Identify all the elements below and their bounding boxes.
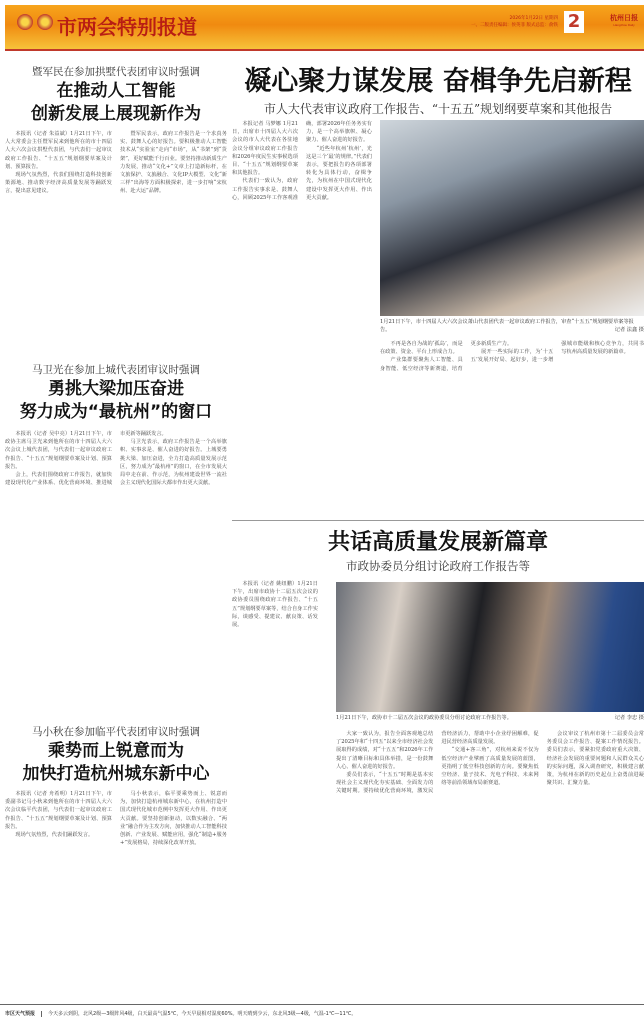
lead-body-continued [380, 340, 644, 510]
paragraph: 大家一致认为，报告全面客观地总结了2025年和“十四五”以来全市经济社会发展取得的成绩，对“十五五”和2026年工作提出了清晰目标和具体举措，是一份鼓舞人心、催人奋进的好报告。 [336, 731, 434, 770]
editors: 一、二版责任编辑：侯英菲 版式总监：俞铁 [471, 23, 558, 28]
weather-label: 市区天气预报 [5, 1011, 42, 1017]
page-number: 2 [564, 11, 584, 33]
article1-headline[interactable]: 在推动人工智能 创新发展上展现新作为 [31, 81, 201, 124]
paragraph: 现场气氛热烈，代表们踊跃发言。 [15, 832, 94, 839]
article3-body [5, 790, 227, 1000]
lead-photo [380, 120, 644, 316]
paragraph: 马卫光表示，政府工作报告是一个高举旗帜、实事求是、催人奋进的好报告。上城要勇挑大梁、加压奋进，全力打造高质量发展示范区，努力成为“最杭州”的窗口，在全市发展大局中走在前、作示范，为杭州建设世界一流社会主义现代化国际大都市作出更大贡献。 [120, 439, 227, 487]
national-emblem-icon [17, 14, 33, 30]
second-subhead: 市政协委员分组讨论政府工作报告等 [346, 559, 530, 573]
issue-date: 2026年1月22日 星期四 [509, 16, 558, 21]
divider [232, 520, 644, 521]
paragraph: 委员们表示，“十五五”时期是基本实现社会主义现代化夯实基础、全面发力的关键时期。要持续优化营商环境，激发民营经济活力，帮助中小企业纾困解难，促进民营经济高质量发展。 [336, 731, 539, 795]
article3-headline[interactable]: 乘势而上锐意而为 加快打造杭州城东新中心 [22, 741, 210, 784]
weather-text: 今天多云到阴，北风2级—3级阵风4级，白天最高气温5℃，今天早晨相对湿度60%。明天晴到少云，东北风3级—4级，气温-1℃—11℃。 [48, 1011, 357, 1017]
second-body [336, 730, 644, 1000]
paragraph: “交通+客三角”，对杭州来说不仅为低空经济产业擘画了高质量发展的蓝图，更指明了低空科技创新的方向。要聚焦低空经济、量子技术、光电子科技、未来网络等前沿领域布局新赛道。 [441, 747, 539, 787]
paragraph: 本报记者 马梦娜 1月21日，出席市十四届人大六次会议的市人大代表在各驻地会议分组审议政府工作报告和2026年度民生实事候选项目、“十五五”规划纲要草案和其他报告。 [232, 121, 298, 177]
paper-logo: 杭州日报 Hangzhou Daily [610, 13, 638, 27]
article1-body [5, 130, 227, 338]
page-banner [5, 5, 644, 51]
article2-headline[interactable]: 勇挑大梁加压奋进 努力成为“最杭州”的窗口 [19, 379, 213, 422]
cppcc-emblem-icon [37, 14, 53, 30]
article1-kicker: 暨军民在参加拱墅代表团审议时强调 [32, 66, 200, 78]
article3-kicker: 马小秋在参加临平代表团审议时强调 [32, 726, 200, 738]
paragraph: 会议审议了杭州市第十二届委员会常务委员会工作报告、提案工作情况报告。委员们表示，要紧扣党委政府重大决策、经济社会发展的重要问题和人民群众关心的实际问题，深入调查研究，积极建言献策，为杭州在新的历史起点上奋勇前进凝聚共识、汇聚力量。 [546, 731, 644, 787]
second-photo [336, 582, 644, 712]
paragraph: “近些年杭州‘杭州’，光这是三个‘最’的规律。”代表们表示，要把报告的各项部署转化为具体行动，奋楫争先，为杭州在中国式现代化建设中发挥更大作用、作出更大贡献。 [306, 145, 372, 201]
article2-kicker: 马卫光在参加上城代表团审议时强调 [32, 364, 200, 376]
paragraph: 本报讯（记者 吴中亮）1月21日下午，市政协主席马卫光来到他所在的市十四届人大六次会议上城代表团，与代表们一起审议政府工作报告、“十五五”规划纲要草案及计划、预算报告。 [5, 431, 112, 470]
paragraph: 代表们一致认为，政府工作报告实事求是、鼓舞人心，回顾2025年工作客观准确，部署2026年任务务实有力，是一个高举旗帜、凝心聚力、催人奋进的好报告。 [232, 121, 372, 201]
section-title: 市两会特别报道 [57, 15, 197, 39]
lead-body [232, 120, 372, 510]
issue-info [471, 15, 558, 29]
paragraph: 马小秋表示，临平要乘势而上、锐意而为，加快打造杭州城东新中心，在杭州打造中国式现代化城市范例中发挥更大作用、作出更大贡献。要坚持创新驱动，以数实融合、“两业”融合作为主攻方向，加快推动人工智能科技创新、产业发展、赋能应用，强化“制造+服务+”发展格局，持续深化改革开放。 [120, 791, 227, 847]
paragraph: 本报讯（记者 朱益斌）1月21日下午，市人大常委会主任暨军民来到他所在的市十四届人大六次会议拱墅代表团，与代表们一起审议政府工作报告、“十五五”规划纲要草案及计划、预算报告。 [5, 131, 112, 170]
second-photo-caption: 1月21日下午，政协市十二届五次会议的政协委员分组讨论政府工作报告等。 记者 李忠 摄 [336, 715, 644, 721]
paragraph: 产业集群要聚焦人工智能、具身智能、低空经济等新赛道，培育更多新质生产力。 [380, 341, 513, 372]
paragraph: 会上，代表们围绕政府工作报告，就加快建设现代化产业体系、优化营商环境、推进城市更新等踊跃发言。 [5, 431, 167, 487]
second-headline[interactable]: 共话高质量发展新篇章 [327, 530, 548, 555]
lead-photo-caption: 1月21日下午，市十四届人大六次会议萧山代表团代表一起审议政府工作报告，审查“十五五”规划纲要草案等报告。 记者 法鑫 摄 [380, 319, 644, 333]
lead-headline[interactable]: 凝心聚力谋发展 奋楫争先启新程 [244, 66, 632, 97]
paragraph: 现场气氛热烈，代表们围绕打造科技创新策源地、推动数字经济高质量发展等踊跃发言，提出意见建议。 [5, 172, 112, 195]
lead-subhead: 市人大代表审议政府工作报告、“十五五”规划纲要草案和其他报告 [263, 102, 613, 116]
paragraph: 不再是各自为战的‘孤岛’，而是在政策、资金、平台上形成合力。 [380, 341, 463, 356]
paragraph: 本报讯（记者 舟希明）1月21日下午，市委副书记马小秋来到他所在的市十四届人大六次会议临平代表团，与代表们一起审议政府工作报告、“十五五”规划纲要草案及计划、预算报告。 [5, 791, 112, 830]
article2-body [5, 430, 227, 750]
paragraph: 暨军民表示，政府工作报告是一个求真务实、鼓舞人心的好报告。要积极推动人工智能技术从“实验室”走向“市场”，从“书架”到“货架”，更好赋能千行百业。要坚持推动新质生产力发展，推动“文化+”文章上打造新标杆，在文旅保护、文旅融合、文化IP大模型、文化“新三样”出海等方面积极探索，进一步打响“宋杭州、赴大运”品牌。 [120, 131, 227, 195]
weather-forecast [0, 1004, 644, 1024]
paragraph: 展开一些实际的工作，为‘十五五’发展开好局、起好步，进一步增强城市能级和核心竞争力，共同书写杭州高质量发展的新篇章。 [470, 341, 644, 364]
second-body-intro: 本报讯（记者 姚纽鹏）1月21日下午，出席市政协十二届五次会议的政协委员围绕政府工作报告、“十五五”规划纲要草案等，结合自身工作实际，谈感受、提建议、献良策、话发展。 [232, 581, 318, 629]
